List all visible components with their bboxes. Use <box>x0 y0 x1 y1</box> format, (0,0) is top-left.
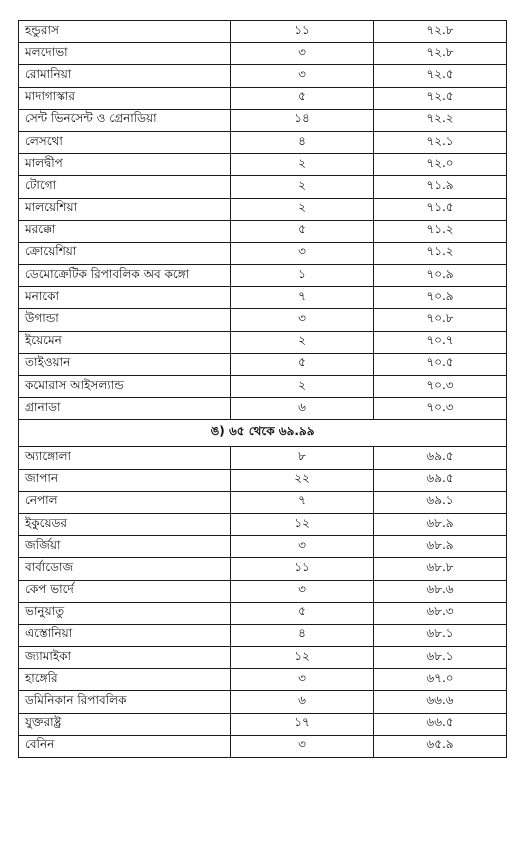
table-row <box>19 331 507 353</box>
value-cell: ৭০.৩ <box>374 376 507 398</box>
rank-cell: ৫ <box>231 602 374 624</box>
country-cell: লেসথো <box>19 131 231 153</box>
rank-cell: ২ <box>231 376 374 398</box>
rank-cell: ১৭ <box>231 713 374 735</box>
table-row <box>19 87 507 109</box>
value-cell: ৬৮.৯ <box>374 513 507 535</box>
country-cell: মরক্কো <box>19 220 231 242</box>
rank-cell: ৪ <box>231 131 374 153</box>
rank-cell: ১১ <box>231 21 374 43</box>
country-cell: ভানুয়াতু <box>19 602 231 624</box>
country-cell: মনাকো <box>19 287 231 309</box>
rank-cell: ৩ <box>231 735 374 757</box>
country-cell: মলদোভা <box>19 43 231 65</box>
country-cell: কেপ ভার্দে <box>19 580 231 602</box>
rank-cell: ৩ <box>231 65 374 87</box>
rank-cell: ১১ <box>231 558 374 580</box>
rank-cell: ৬ <box>231 398 374 420</box>
table-row <box>19 309 507 331</box>
table-row <box>19 669 507 691</box>
country-cell: যুক্তরাষ্ট্র <box>19 713 231 735</box>
table-row <box>19 602 507 624</box>
value-cell: ৬৫.৯ <box>374 735 507 757</box>
country-cell: মালদ্বীপ <box>19 154 231 176</box>
country-cell: হন্ডুরাস <box>19 21 231 43</box>
country-cell: ইয়েমেন <box>19 331 231 353</box>
rank-cell: ২ <box>231 331 374 353</box>
country-cell: সেন্ট ভিনসেন্ট ও গ্রেনাডিয়া <box>19 109 231 131</box>
table-row <box>19 287 507 309</box>
table-row <box>19 491 507 513</box>
rank-cell: ৩ <box>231 242 374 264</box>
table-row <box>19 220 507 242</box>
country-cell: রোমানিয়া <box>19 65 231 87</box>
country-cell: মালয়েশিয়া <box>19 198 231 220</box>
table-row <box>19 265 507 287</box>
rank-cell: ৮ <box>231 447 374 469</box>
table-row <box>19 580 507 602</box>
value-cell: ৭২.৮ <box>374 43 507 65</box>
value-cell: ৭২.৫ <box>374 65 507 87</box>
table-row <box>19 735 507 757</box>
country-cell: তাইওয়ান <box>19 353 231 375</box>
country-table <box>18 20 507 758</box>
table-row <box>19 691 507 713</box>
table-row <box>19 198 507 220</box>
value-cell: ৬৮.১ <box>374 624 507 646</box>
table-top-group <box>19 21 507 420</box>
table-row <box>19 447 507 469</box>
value-cell: ৭২.৫ <box>374 87 507 109</box>
value-cell: ৭০.৩ <box>374 398 507 420</box>
country-cell: ইকুয়েডর <box>19 513 231 535</box>
country-cell: কমোরাস আইসল্যান্ড <box>19 376 231 398</box>
rank-cell: ৫ <box>231 353 374 375</box>
value-cell: ৬৬.৬ <box>374 691 507 713</box>
rank-cell: ৬ <box>231 691 374 713</box>
value-cell: ৭২.১ <box>374 131 507 153</box>
value-cell: ৬৯.১ <box>374 491 507 513</box>
country-cell: নেপাল <box>19 491 231 513</box>
section-row <box>19 420 507 447</box>
country-cell: এস্তোনিয়া <box>19 624 231 646</box>
table-row <box>19 43 507 65</box>
country-cell: ডমিনিকান রিপাবলিক <box>19 691 231 713</box>
rank-cell: ৭ <box>231 491 374 513</box>
value-cell: ৬৮.১ <box>374 647 507 669</box>
value-cell: ৭১.২ <box>374 220 507 242</box>
rank-cell: ৫ <box>231 87 374 109</box>
value-cell: ৭০.৯ <box>374 287 507 309</box>
table-row <box>19 242 507 264</box>
value-cell: ৭১.২ <box>374 242 507 264</box>
value-cell: ৬৮.৩ <box>374 602 507 624</box>
table-row <box>19 109 507 131</box>
rank-cell: ১২ <box>231 513 374 535</box>
country-cell: টোগো <box>19 176 231 198</box>
value-cell: ৬৬.৫ <box>374 713 507 735</box>
table-row <box>19 536 507 558</box>
rank-cell: ৩ <box>231 580 374 602</box>
table-bottom-group <box>19 447 507 758</box>
rank-cell: ১৪ <box>231 109 374 131</box>
table-row <box>19 176 507 198</box>
value-cell: ৭০.৫ <box>374 353 507 375</box>
table-row <box>19 513 507 535</box>
table-row <box>19 398 507 420</box>
value-cell: ৬৮.৯ <box>374 536 507 558</box>
value-cell: ৭০.৯ <box>374 265 507 287</box>
value-cell: ৬৮.৮ <box>374 558 507 580</box>
table-row <box>19 131 507 153</box>
table-row <box>19 624 507 646</box>
value-cell: ৭২.২ <box>374 109 507 131</box>
value-cell: ৬৯.৫ <box>374 447 507 469</box>
rank-cell: ৩ <box>231 669 374 691</box>
rank-cell: ২২ <box>231 469 374 491</box>
rank-cell: ৩ <box>231 309 374 331</box>
country-cell: উগান্ডা <box>19 309 231 331</box>
table-row <box>19 65 507 87</box>
rank-cell: ২ <box>231 198 374 220</box>
country-cell: অ্যাঙ্গোলা <box>19 447 231 469</box>
value-cell: ৭০.৮ <box>374 309 507 331</box>
rank-cell: ৩ <box>231 536 374 558</box>
country-cell: ক্রোয়েশিয়া <box>19 242 231 264</box>
value-cell: ৭২.০ <box>374 154 507 176</box>
country-cell: হাঙ্গেরি <box>19 669 231 691</box>
rank-cell: ১২ <box>231 647 374 669</box>
rank-cell: ৪ <box>231 624 374 646</box>
rank-cell: ২ <box>231 154 374 176</box>
table-row <box>19 558 507 580</box>
value-cell: ৭১.৫ <box>374 198 507 220</box>
country-cell: জ্যামাইকা <box>19 647 231 669</box>
value-cell: ৬৭.০ <box>374 669 507 691</box>
rank-cell: ১ <box>231 265 374 287</box>
section-heading: ঙ) ৬৫ থেকে ৬৯.৯৯ <box>19 420 507 447</box>
country-cell: মাদাগাস্কার <box>19 87 231 109</box>
country-cell: জাপান <box>19 469 231 491</box>
table-section-group <box>19 420 507 447</box>
country-cell: গ্রানাডা <box>19 398 231 420</box>
rank-cell: ৫ <box>231 220 374 242</box>
table-row <box>19 647 507 669</box>
rank-cell: ৩ <box>231 43 374 65</box>
value-cell: ৬৯.৫ <box>374 469 507 491</box>
rank-cell: ৭ <box>231 287 374 309</box>
table-row <box>19 713 507 735</box>
value-cell: ৭১.৯ <box>374 176 507 198</box>
country-cell: বার্বাডোজ <box>19 558 231 580</box>
value-cell: ৭০.৭ <box>374 331 507 353</box>
value-cell: ৬৮.৬ <box>374 580 507 602</box>
rank-cell: ২ <box>231 176 374 198</box>
table-row <box>19 21 507 43</box>
country-cell: বেনিন <box>19 735 231 757</box>
table-row <box>19 376 507 398</box>
table-row <box>19 353 507 375</box>
table-row <box>19 469 507 491</box>
document-page <box>18 20 506 758</box>
country-cell: জর্জিয়া <box>19 536 231 558</box>
country-cell: ডেমোক্রেটিক রিপাবলিক অব কঙ্গো <box>19 265 231 287</box>
value-cell: ৭২.৮ <box>374 21 507 43</box>
table-row <box>19 154 507 176</box>
